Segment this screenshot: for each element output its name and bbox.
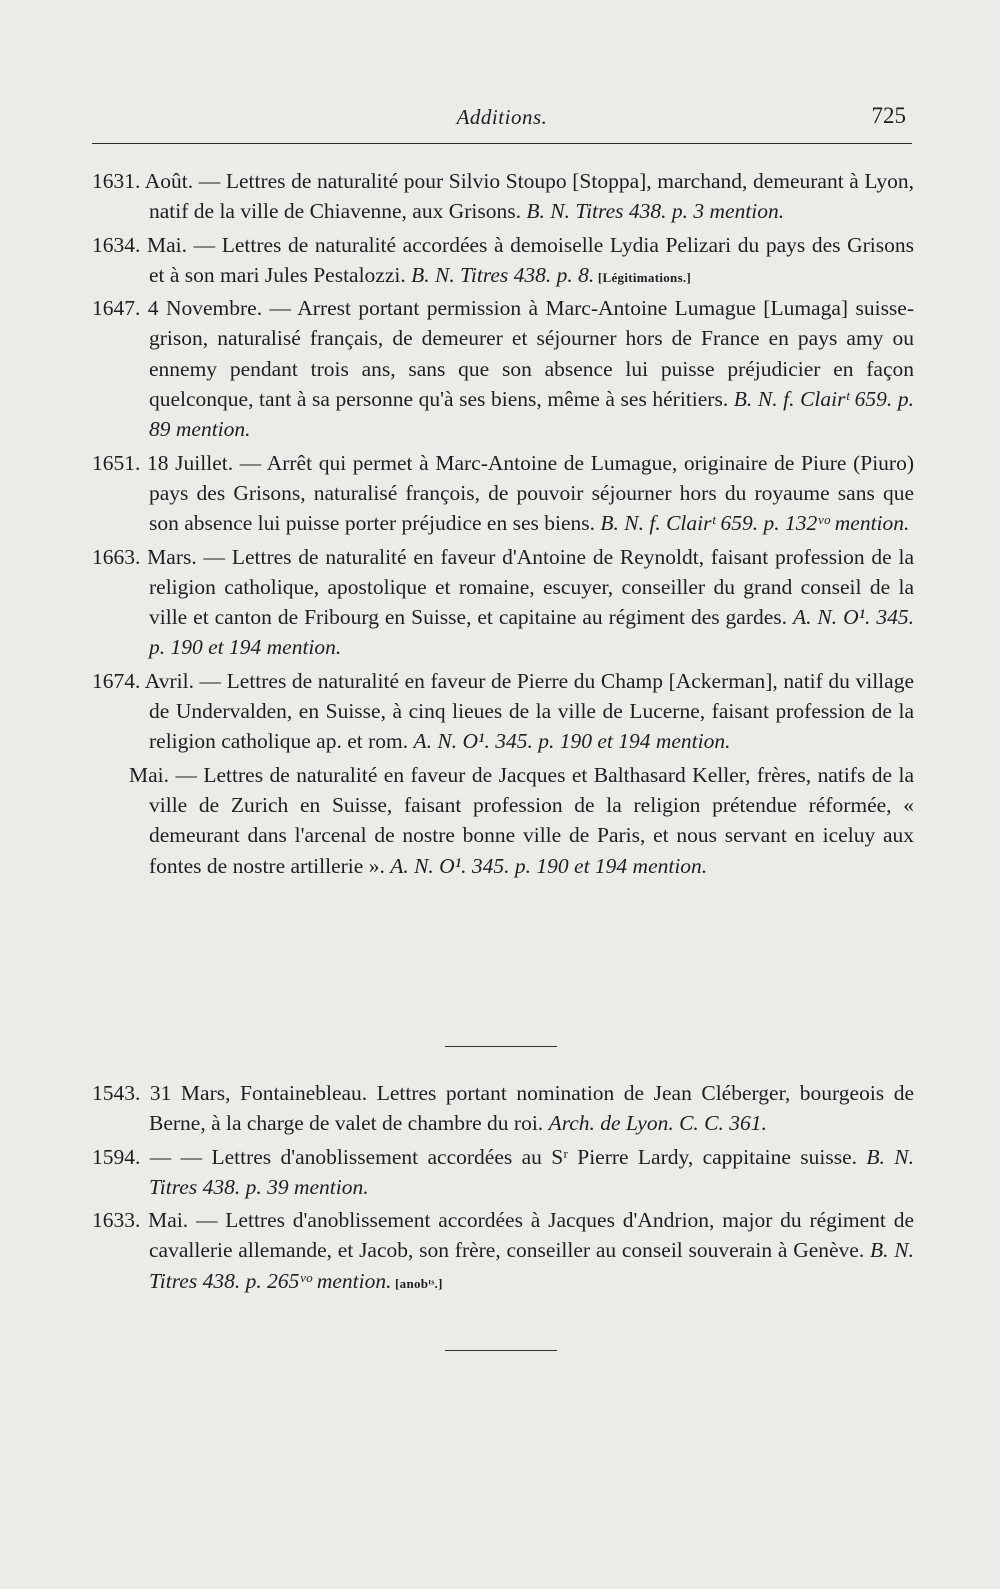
entry: [92, 448, 914, 542]
entry: [92, 760, 914, 884]
entry-text: Lettres portant nomination de Jean Cléberger, bourgeois de Berne, à la charge de valet de chambre du roi.: [149, 1081, 914, 1136]
running-title: Additions.: [456, 105, 548, 129]
entry-reference: B. N. f. Clairᵗ 659. p. 89 mention.: [149, 387, 915, 442]
entry-reference: B. N. Titres 438. p. 265ᵛᵒ mention.: [149, 1238, 914, 1293]
entry-text: — Lettres de naturalité accordées à demoiselle Lydia Pelizari du pays des Grisons et à son mari Jules Pestalozzi.: [149, 232, 914, 287]
entry-date: Mai.: [129, 762, 170, 787]
entry: [92, 166, 914, 230]
entry-date: 1543. 31 Mars, Fontainebleau.: [92, 1081, 368, 1105]
entry-date: 1634. Mai.: [92, 232, 187, 257]
entry-reference: Arch. de Lyon. C. C. 361.: [548, 1111, 767, 1136]
entry-reference: B. N. Titres 438. p. 3 mention.: [526, 199, 785, 224]
entry-date: 1647. 4 Novembre.: [92, 296, 263, 321]
entry-date: 1651. 18 Juillet.: [92, 450, 234, 475]
page-number: 725: [871, 103, 906, 128]
entry-text: — Arrest portant permission à Marc-Antoine Lumague [Lumaga] suisse-grison, naturalisé français, de demeurer et séjourner hors de France en pays amy ou ennemy pendant trois ans, sans que son absence lui puisse préjudicier en façon quelconque, tant à sa personne qu'à ses biens, même à ses héritiers.: [149, 296, 914, 412]
ennoblement-entries: [92, 1078, 914, 1299]
entry-text: Lettres d'anoblissement accordées au Sʳ Pierre Lardy, cappitaine suisse.: [202, 1144, 867, 1169]
entry: [92, 1078, 914, 1142]
end-separator: [445, 1350, 557, 1351]
entry: [92, 542, 914, 666]
entry-text: — Lettres d'anoblissement accordées à Jacques d'Andrion, major du régiment de cavallerie allemande, et Jacob, son frère, conseiller au conseil souverain à Genève.: [149, 1208, 914, 1263]
entry-reference: A. N. O¹. 345. p. 190 et 194 mention.: [413, 729, 731, 754]
entry: [92, 1205, 914, 1299]
entry-text: — Lettres de naturalité pour Silvio Stoupo [Stoppa], marchand, demeurant à Lyon, natif de la ville de Chiavenne, aux Grisons.: [149, 169, 914, 224]
entry-note: [Légitimations.]: [594, 269, 692, 285]
entry-text: — Lettres de naturalité en faveur d'Antoine de Reynoldt, faisant profession de la religion catholique, apostolique et romaine, escuyer, conseiller du grand conseil de la ville et canton de Fribourg en Suisse, et capitaine au régiment des gardes.: [149, 544, 914, 630]
entry-note: [anobᵗˢ.]: [391, 1275, 443, 1291]
naturalization-entries: [92, 166, 914, 884]
entry-reference: A. N. O¹. 345. p. 190 et 194 mention.: [390, 853, 708, 878]
entry-date: 1631. Août.: [92, 169, 194, 193]
entry: [92, 293, 914, 447]
entry-date: 1594. — —: [92, 1144, 203, 1169]
section-separator: [445, 1046, 557, 1047]
page-header: [92, 103, 912, 144]
entry-reference: B. N. f. Clairᵗ 659. p. 132ᵛᵒ mention.: [600, 511, 910, 536]
entry: [92, 666, 914, 760]
entry-text: — Arrêt qui permet à Marc-Antoine de Lumague, originaire de Piure (Piuro) pays des Grisons, naturalisé françois, de pouvoir séjourner hors du royaume sans que son absence lui puisse porter préjudice en ses biens.: [149, 450, 914, 536]
entry-reference: A. N. O¹. 345. p. 190 et 194 mention.: [149, 605, 914, 660]
entry-date: 1674. Avril.: [92, 668, 194, 693]
entry-reference: B. N. Titres 438. p. 8.: [411, 262, 595, 287]
entry-date: 1663. Mars.: [92, 544, 197, 569]
entry-text: — Lettres de naturalité en faveur de Jacques et Balthasard Keller, frères, natifs de la ville de Zurich en Suisse, faisant profession de la religion prétendue réformée, « demeurant dans l'arcenal de nostre bonne ville de Paris, et nous servant en iceluy aux fontes de nostre artillerie ».: [149, 762, 914, 878]
entry-text: — Lettres de naturalité en faveur de Pierre du Champ [Ackerman], natif du village de Undervalden, en Suisse, à cinq lieues de la ville de Lucerne, faisant profession de la religion catholique ap. et rom.: [149, 668, 914, 754]
entry-reference: B. N. Titres 438. p. 39 mention.: [149, 1144, 914, 1199]
entry: [92, 230, 914, 294]
entry-date: 1633. Mai.: [92, 1208, 189, 1233]
entry: [92, 1142, 914, 1206]
